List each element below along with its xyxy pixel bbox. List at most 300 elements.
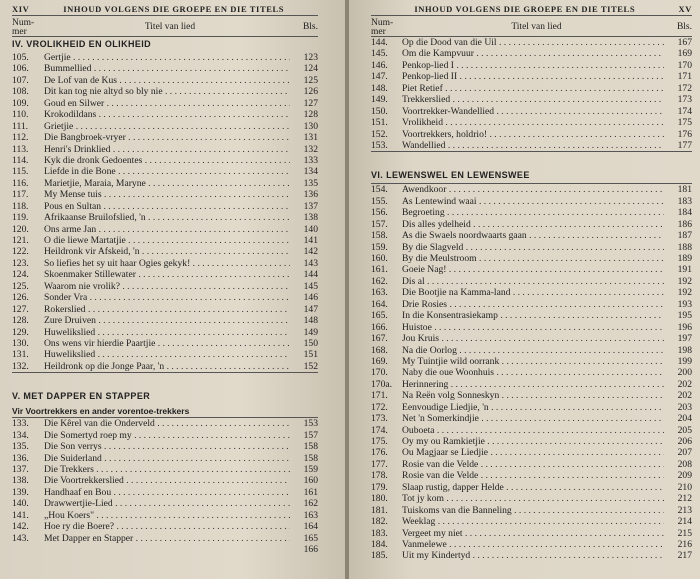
entry-page: 173 bbox=[677, 94, 692, 106]
toc-entry bbox=[12, 338, 318, 349]
toc-entry bbox=[371, 94, 692, 105]
entry-title: Vergeet my niet . . . bbox=[402, 528, 664, 539]
entry-page: 131 bbox=[303, 132, 318, 144]
entry-title: Slaap rustig, dapper Helde . . . bbox=[402, 482, 664, 493]
entry-page: 153 bbox=[303, 418, 318, 430]
entry-number: 181. bbox=[371, 504, 388, 516]
entry-title: By die Slagveld . . . bbox=[402, 242, 664, 253]
toc-entry bbox=[12, 178, 318, 189]
entry-page: 132 bbox=[303, 143, 318, 155]
entry-page: 210 bbox=[677, 481, 692, 493]
entry-title: Voortrekkers, holdrio! . . . bbox=[402, 129, 664, 140]
entry-title: Afrikaanse Bruilofslied, 'n . . . bbox=[44, 212, 290, 223]
entry-number: 141. bbox=[12, 509, 29, 521]
entry-number: 111. bbox=[12, 120, 29, 132]
entry-title: Bummellied . . . bbox=[44, 63, 290, 74]
entry-title: Rosie van die Velde . . . bbox=[402, 470, 664, 481]
toc-entry bbox=[371, 390, 692, 401]
toc-entry bbox=[12, 98, 318, 109]
entry-page: 143 bbox=[303, 257, 318, 269]
entry-title: Na Reën volg Sonneskyn . . . bbox=[402, 390, 664, 401]
entry-number: 121. bbox=[12, 235, 29, 246]
entry-list-v-continued bbox=[371, 37, 692, 151]
entry-title: Dis alles ydelheid . . . bbox=[402, 219, 664, 230]
entry-page: 160 bbox=[303, 475, 318, 487]
toc-entry bbox=[371, 402, 692, 413]
toc-entry bbox=[12, 86, 318, 97]
entry-number: 179. bbox=[371, 481, 388, 493]
entry-page: 195 bbox=[677, 310, 692, 322]
toc-entry bbox=[371, 230, 692, 241]
toc-entry bbox=[371, 184, 692, 195]
entry-title: As die Swaels noordwaarts gaan . . . bbox=[402, 230, 664, 241]
toc-entry bbox=[371, 276, 692, 287]
toc-entry bbox=[371, 196, 692, 207]
entry-title: Huwelikslied . . . bbox=[44, 349, 290, 360]
entry-page: 141 bbox=[303, 235, 318, 246]
entry-page: 176 bbox=[677, 128, 692, 140]
entry-title: Dit kan tog nie altyd so bly nie . . . bbox=[44, 86, 290, 97]
entry-list-vi bbox=[371, 184, 692, 561]
toc-entry bbox=[371, 264, 692, 275]
entry-number: 124. bbox=[12, 269, 29, 281]
entry-title: Goud en Silwer . . . bbox=[44, 98, 290, 109]
toc-entry bbox=[371, 207, 692, 218]
column-page-heading: Bls. bbox=[676, 22, 692, 32]
entry-number: 166. bbox=[371, 321, 388, 333]
entry-title: Op die Dood van die Uil . . . bbox=[402, 37, 664, 48]
entry-page: 135 bbox=[303, 177, 318, 189]
entry-number: 106. bbox=[12, 63, 29, 75]
entry-page: 199 bbox=[677, 355, 692, 367]
toc-entry bbox=[12, 132, 318, 143]
entry-page: 206 bbox=[677, 436, 692, 447]
entry-page: 148 bbox=[303, 315, 318, 327]
entry-page: 188 bbox=[677, 241, 692, 253]
entry-number: 149. bbox=[371, 94, 388, 106]
entry-page: 150 bbox=[303, 337, 318, 349]
entry-title: Naby die oue Woonhuis . . . bbox=[402, 367, 664, 378]
entry-title: Jou Kruis . . . bbox=[402, 333, 664, 344]
entry-page: 192 bbox=[677, 287, 692, 299]
toc-entry bbox=[371, 242, 692, 253]
entry-title: Vanmelewe . . . bbox=[402, 539, 664, 550]
entry-page: 152 bbox=[303, 360, 318, 372]
entry-title: Marietjie, Maraia, Maryne . . . bbox=[44, 178, 290, 189]
entry-page: 130 bbox=[303, 120, 318, 132]
entry-number: 174. bbox=[371, 424, 388, 436]
entry-title: Rokerslied . . . bbox=[44, 304, 290, 315]
toc-entry bbox=[12, 212, 318, 223]
entry-page: 203 bbox=[677, 401, 692, 413]
toc-entry bbox=[371, 333, 692, 344]
entry-number: 182. bbox=[371, 516, 388, 528]
column-header-left bbox=[12, 16, 318, 37]
entry-page: 147 bbox=[303, 303, 318, 315]
entry-page: 136 bbox=[303, 189, 318, 201]
column-number-heading: Num- mer bbox=[371, 18, 394, 37]
entry-number: 133. bbox=[12, 418, 29, 430]
entry-number: 160. bbox=[371, 253, 388, 264]
entry-number: 183. bbox=[371, 527, 388, 539]
toc-entry bbox=[371, 310, 692, 321]
toc-entry bbox=[371, 436, 692, 447]
entry-number: 107. bbox=[12, 74, 29, 86]
entry-page: 157 bbox=[303, 429, 318, 441]
entry-number: 138. bbox=[12, 475, 29, 487]
entry-page: 125 bbox=[303, 74, 318, 86]
entry-title: Oy my ou Ramkietjie . . . bbox=[402, 436, 664, 447]
entry-page: 144 bbox=[303, 269, 318, 281]
entry-page: 214 bbox=[677, 516, 692, 528]
entry-page: 204 bbox=[677, 413, 692, 425]
entry-number: 142. bbox=[12, 521, 29, 533]
entry-title: Die Son verrys . . . bbox=[44, 441, 290, 452]
entry-page: 202 bbox=[677, 378, 692, 390]
entry-number: 169. bbox=[371, 355, 388, 367]
toc-entry bbox=[371, 140, 692, 151]
column-header-right bbox=[371, 16, 692, 37]
toc-entry bbox=[371, 60, 692, 71]
toc-entry bbox=[12, 361, 318, 372]
toc-entry bbox=[371, 117, 692, 128]
entry-page: 181 bbox=[677, 184, 692, 196]
entry-page: 128 bbox=[303, 109, 318, 121]
entry-page: 158 bbox=[303, 452, 318, 464]
entry-page: 208 bbox=[677, 458, 692, 470]
entry-page: 207 bbox=[677, 447, 692, 459]
toc-entry bbox=[12, 464, 318, 475]
entry-number: 161. bbox=[371, 264, 388, 276]
entry-list-v bbox=[12, 418, 318, 555]
entry-title: Sonder Vra . . . bbox=[44, 292, 290, 303]
entry-page: 164 bbox=[303, 521, 318, 533]
entry-page: 140 bbox=[303, 223, 318, 235]
entry-number: 125. bbox=[12, 280, 29, 292]
toc-entry bbox=[12, 155, 318, 166]
entry-number: 112. bbox=[12, 132, 29, 144]
entry-title: As Lentewind waai . . . bbox=[402, 196, 664, 207]
toc-entry bbox=[12, 441, 318, 452]
entry-number: 113. bbox=[12, 143, 29, 155]
entry-page: 198 bbox=[677, 344, 692, 356]
entry-number: 123. bbox=[12, 257, 29, 269]
entry-number: 119. bbox=[12, 212, 29, 224]
entry-number: 156. bbox=[371, 207, 388, 219]
entry-page: 145 bbox=[303, 280, 318, 292]
toc-entry bbox=[12, 144, 318, 155]
entry-number: 180. bbox=[371, 493, 388, 505]
toc-entry bbox=[12, 487, 318, 498]
entry-title: Piet Retief . . . bbox=[402, 83, 664, 94]
toc-entry bbox=[371, 48, 692, 59]
toc-entry bbox=[371, 83, 692, 94]
toc-entry bbox=[371, 253, 692, 264]
running-title-left: INHOUD VOLGENS DIE GROEPE EN DIE TITELS bbox=[63, 4, 285, 14]
entry-page: 134 bbox=[303, 166, 318, 178]
entry-number: 168. bbox=[371, 344, 388, 356]
entry-number: 151. bbox=[371, 117, 388, 129]
entry-number: 165. bbox=[371, 310, 388, 322]
entry-title: O die liewe Martatjie . . . bbox=[44, 235, 290, 246]
toc-entry bbox=[12, 304, 318, 315]
entry-page: 193 bbox=[677, 298, 692, 310]
toc-entry bbox=[371, 287, 692, 298]
entry-title: Grietjie . . . bbox=[44, 121, 290, 132]
entry-page: 212 bbox=[677, 493, 692, 505]
entry-title: Met Dapper en Stapper . . . bbox=[44, 533, 290, 544]
column-title-heading: Titel van lied bbox=[511, 22, 562, 32]
entry-title: Die Somertyd roep my . . . bbox=[44, 430, 290, 441]
entry-page: 126 bbox=[303, 86, 318, 98]
column-number-heading: Num- mer bbox=[12, 18, 35, 37]
toc-entry bbox=[12, 475, 318, 486]
entry-title: Om die Kampvuur . . . bbox=[402, 48, 664, 59]
entry-page: 123 bbox=[303, 52, 318, 63]
entry-number: 171. bbox=[371, 390, 388, 402]
entry-page: 172 bbox=[677, 82, 692, 94]
toc-entry bbox=[371, 482, 692, 493]
toc-entry bbox=[12, 349, 318, 360]
entry-title: Goeie Nag! . . . bbox=[402, 264, 664, 275]
entry-title: Vrolikheid . . . bbox=[402, 117, 664, 128]
entry-title: Drawwertjie-Lied . . . bbox=[44, 498, 290, 509]
toc-entry bbox=[12, 418, 318, 429]
entry-page: 215 bbox=[677, 527, 692, 539]
folio-right: XV bbox=[678, 4, 692, 14]
left-page bbox=[0, 0, 345, 579]
entry-number: 159. bbox=[371, 241, 388, 253]
entry-page: 142 bbox=[303, 246, 318, 258]
entry-page: 163 bbox=[303, 509, 318, 521]
entry-title: Ons wens vir hierdie Paartjie . . . bbox=[44, 338, 290, 349]
entry-title: Herinnering . . . bbox=[402, 379, 664, 390]
entry-page: 127 bbox=[303, 97, 318, 109]
entry-title: Uit my Kindertyd . . . bbox=[402, 550, 664, 561]
entry-number: 150. bbox=[371, 105, 388, 117]
entry-number: 152. bbox=[371, 128, 388, 140]
toc-entry bbox=[371, 425, 692, 436]
toc-entry bbox=[371, 459, 692, 470]
toc-entry bbox=[371, 356, 692, 367]
entry-number: 137. bbox=[12, 464, 29, 475]
entry-page: 189 bbox=[677, 253, 692, 264]
entry-title: By die Meulstroom . . . bbox=[402, 253, 664, 264]
entry-number: 127. bbox=[12, 303, 29, 315]
entry-page: 162 bbox=[303, 498, 318, 510]
toc-entry bbox=[12, 201, 318, 212]
entry-title: Ouboeta . . . bbox=[402, 425, 664, 436]
entry-page: 192 bbox=[677, 275, 692, 287]
entry-title: Gertjie . . . bbox=[44, 52, 290, 63]
entry-title: Huistoe . . . bbox=[402, 322, 664, 333]
entry-number: 153. bbox=[371, 139, 388, 151]
column-title-heading: Titel van lied bbox=[144, 22, 196, 32]
right-page bbox=[349, 0, 700, 579]
entry-number: 135. bbox=[12, 441, 29, 453]
entry-title: Waarom nie vrolik? . . . bbox=[44, 281, 290, 292]
entry-page: 159 bbox=[303, 464, 318, 475]
entry-title: Die Trekkers . . . bbox=[44, 464, 290, 475]
entry-title: Weeklag . . . bbox=[402, 516, 664, 527]
entry-number: 128. bbox=[12, 315, 29, 327]
entry-title: Heildronk op die Jonge Paar, 'n . . . bbox=[44, 361, 290, 372]
entry-number: 116. bbox=[12, 177, 29, 189]
entry-page: 200 bbox=[677, 367, 692, 379]
entry-title: Penkop-lied II . . . bbox=[402, 71, 664, 82]
entry-title: Drie Rosies . . . bbox=[402, 299, 664, 310]
entry-number: 184. bbox=[371, 538, 388, 550]
entry-number: 178. bbox=[371, 470, 388, 482]
entry-title: Die Bootjie na Kamma-land . . . bbox=[402, 287, 664, 298]
entry-number: 114. bbox=[12, 154, 29, 166]
entry-number: 155. bbox=[371, 195, 388, 207]
entry-page: 209 bbox=[677, 470, 692, 482]
entry-number: 163. bbox=[371, 287, 388, 299]
running-head-left bbox=[12, 4, 318, 16]
entry-number: 132. bbox=[12, 360, 29, 372]
entry-number: 120. bbox=[12, 223, 29, 235]
toc-entry bbox=[371, 367, 692, 378]
entry-page: 177 bbox=[677, 139, 692, 151]
entry-list-iv bbox=[12, 52, 318, 372]
entry-title: So liefies het sy uit haar Ogies gekyk! . . . bbox=[44, 258, 290, 269]
entry-title: Handhaaf en Bou . . . bbox=[44, 487, 290, 498]
entry-number: 162. bbox=[371, 275, 388, 287]
entry-title: Ou Magjaar se Liedjie . . . bbox=[402, 447, 664, 458]
entry-page: 175 bbox=[677, 117, 692, 129]
entry-page: 169 bbox=[677, 48, 692, 60]
entry-number: 110. bbox=[12, 109, 29, 121]
entry-page: 138 bbox=[303, 212, 318, 224]
running-title-right: INHOUD VOLGENS DIE GROEPE EN DIE TITELS bbox=[414, 4, 636, 14]
entry-title: Awendkoor . . . bbox=[402, 184, 664, 195]
entry-number: 176. bbox=[371, 447, 388, 459]
toc-entry bbox=[371, 106, 692, 117]
entry-title: My Tuintjie wild oorrank . . . bbox=[402, 356, 664, 367]
entry-title: My Mense tuis . . . bbox=[44, 189, 290, 200]
entry-number: 185. bbox=[371, 550, 388, 562]
toc-entry bbox=[371, 447, 692, 458]
toc-entry-page-only bbox=[12, 544, 318, 555]
toc-entry bbox=[12, 327, 318, 338]
entry-number: 144. bbox=[371, 37, 388, 48]
toc-entry bbox=[12, 430, 318, 441]
toc-entry bbox=[12, 498, 318, 509]
entry-title: Die Suiderland . . . bbox=[44, 453, 290, 464]
entry-page: 174 bbox=[677, 105, 692, 117]
entry-number: 108. bbox=[12, 86, 29, 98]
entry-title: Liefde in die Bone . . . bbox=[44, 166, 290, 177]
entry-page: 165 bbox=[303, 532, 318, 544]
entry-page: 205 bbox=[677, 424, 692, 436]
entry-title: In die Konsentrasiekamp . . . bbox=[402, 310, 664, 321]
entry-number: 148. bbox=[371, 82, 388, 94]
entry-number: 109. bbox=[12, 97, 29, 109]
entry-number: 105. bbox=[12, 52, 29, 63]
entry-title: Pous en Sultan . . . bbox=[44, 201, 290, 212]
toc-entry bbox=[12, 533, 318, 544]
toc-entry bbox=[371, 413, 692, 424]
entry-title: Heildronk vir Afskeid, 'n . . . bbox=[44, 246, 290, 257]
entry-page: 151 bbox=[303, 349, 318, 361]
entry-number: 130. bbox=[12, 337, 29, 349]
entry-page: 213 bbox=[677, 504, 692, 516]
toc-entry bbox=[371, 550, 692, 561]
entry-number: 136. bbox=[12, 452, 29, 464]
toc-entry bbox=[371, 528, 692, 539]
toc-entry bbox=[371, 493, 692, 504]
entry-number: 118. bbox=[12, 200, 29, 212]
entry-title: Skoenmaker Stillewater . . . bbox=[44, 269, 290, 280]
entry-title: Die Voortrekkerslied . . . bbox=[44, 475, 290, 486]
entry-page: 149 bbox=[303, 326, 318, 338]
entry-title: Penkop-lied I . . . bbox=[402, 60, 664, 71]
toc-entry bbox=[12, 246, 318, 257]
entry-number: 126. bbox=[12, 292, 29, 304]
entry-page: 167 bbox=[677, 37, 692, 48]
entry-page: 166 bbox=[303, 544, 318, 556]
section-heading-vi: VI. LEWENSWEL EN LEWENSWEE bbox=[371, 170, 530, 181]
entry-page: 197 bbox=[677, 333, 692, 345]
entry-title: Eenvoudige Liedjie, 'n . . . bbox=[402, 402, 664, 413]
entry-title: Die Bangbroek-vryer . . . bbox=[44, 132, 290, 143]
entry-number: 164. bbox=[371, 298, 388, 310]
toc-entry bbox=[12, 269, 318, 280]
section-subtitle-v: Vir Voortrekkers en ander vorentoe-trekkers bbox=[12, 404, 318, 418]
entry-number: 143. bbox=[12, 532, 29, 544]
entry-number: 131. bbox=[12, 349, 29, 361]
entry-title: „Hou Koers" . . . bbox=[44, 510, 290, 521]
entry-number: 173. bbox=[371, 413, 388, 425]
entry-page: 184 bbox=[677, 207, 692, 219]
entry-number: 158. bbox=[371, 230, 388, 242]
toc-entry bbox=[371, 345, 692, 356]
entry-number: 170a. bbox=[371, 378, 393, 390]
entry-page: 170 bbox=[677, 59, 692, 71]
entry-number: 140. bbox=[12, 498, 29, 510]
entry-number: 139. bbox=[12, 486, 29, 498]
entry-page: 158 bbox=[303, 441, 318, 453]
entry-number: 157. bbox=[371, 218, 388, 230]
section-heading-iv: IV. VROLIKHEID EN OLIKHEID bbox=[12, 39, 152, 49]
toc-entry bbox=[371, 299, 692, 310]
entry-page: 217 bbox=[677, 550, 692, 562]
entry-number: 175. bbox=[371, 436, 388, 447]
entry-title: Begroeting . . . bbox=[402, 207, 664, 218]
toc-entry bbox=[371, 322, 692, 333]
entry-title: Henri's Drinklied . . . bbox=[44, 144, 290, 155]
entry-number: 170. bbox=[371, 367, 388, 379]
entry-page: 187 bbox=[677, 230, 692, 242]
entry-number: 154. bbox=[371, 184, 388, 196]
entry-title: Tot jy kom . . . bbox=[402, 493, 664, 504]
entry-title: Trekkerslied . . . bbox=[402, 94, 664, 105]
toc-entry bbox=[12, 521, 318, 532]
running-head-right bbox=[371, 4, 692, 16]
column-page-heading: Bls. bbox=[302, 22, 318, 32]
toc-entry bbox=[12, 453, 318, 464]
toc-entry bbox=[371, 516, 692, 527]
entry-title: Zure Druiven . . . bbox=[44, 315, 290, 326]
entry-page: 137 bbox=[303, 200, 318, 212]
entry-title: Na die Oorlog . . . bbox=[402, 345, 664, 356]
toc-entry bbox=[12, 63, 318, 74]
toc-entry bbox=[12, 258, 318, 269]
section-heading-v: V. MET DAPPER EN STAPPER bbox=[12, 391, 151, 402]
folio-left: XIV bbox=[12, 4, 30, 14]
toc-entry bbox=[12, 315, 318, 326]
